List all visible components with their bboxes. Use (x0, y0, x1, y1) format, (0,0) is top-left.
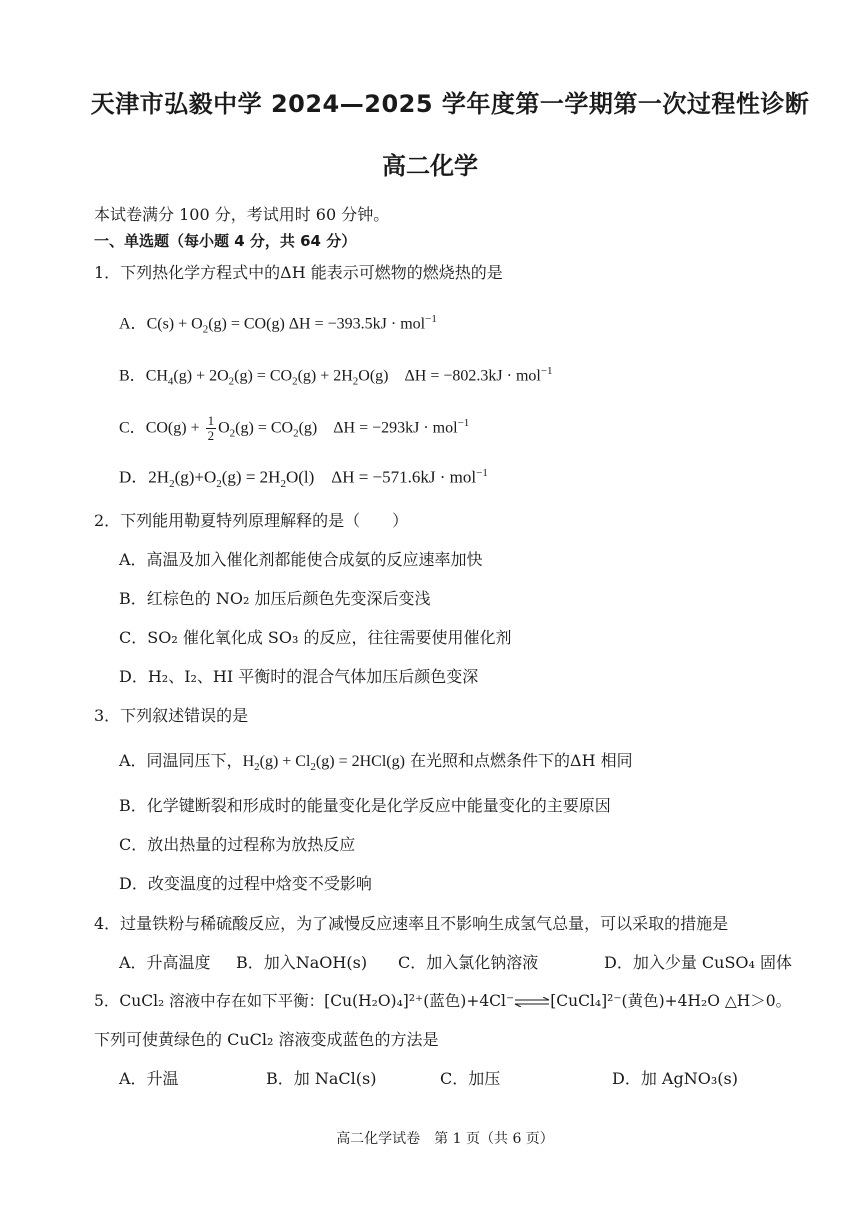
equilibrium-arrow-icon (514, 997, 550, 1007)
q3-stem: 3．下列叙述错误的是 (94, 706, 249, 725)
q1-option-d: D．$2H_2(g)+O_2(g) = 2H_2O(l)$ ΔH = −571.6kJ · mol$^{-1}$ (119, 467, 488, 491)
q2-option-b: B．红棕色的 NO₂ 加压后颜色先变深后变浅 (119, 589, 431, 608)
q1-option-a: A．$C(s) + O_2(g) = CO(g) \Delta H = -393.5kJ \cdot mol^{-1}$ (119, 313, 437, 336)
q3-option-b: B．化学键断裂和形成时的能量变化是化学反应中能量变化的主要原因 (119, 796, 611, 815)
q5-stem-2: 下列可使黄绿色的 CuCl₂ 溶液变成蓝色的方法是 (94, 1030, 439, 1049)
q5-stem (94, 990, 791, 1012)
q4-stem: 4．过量铁粉与稀硫酸反应，为了减慢反应速率且不影响生成氢气总量，可以采取的措施是 (94, 914, 729, 933)
q2-option-a: A．高温及加入催化剂都能使合成氨的反应速率加快 (119, 550, 483, 569)
q1-b-label: B． (119, 367, 146, 385)
q3-option-a: A．同温同压下，$H_2(g) + Cl_2(g) = 2HCl(g)$ 在光照和点燃条件下的ΔH 相同 (119, 751, 633, 774)
q1-a-eq: C(s) + O (146, 315, 203, 333)
q1-c-label: C． (119, 419, 146, 437)
q3-option-c: C．放出热量的过程称为放热反应 (119, 835, 356, 854)
q3-a-post: 在光照和点燃条件下的ΔH 相同 (410, 751, 633, 770)
q4-option-a: A．升高温度 (119, 953, 211, 972)
q5-option-b: B．加 NaCl(s) (266, 1069, 377, 1088)
q1-a-label: A． (119, 315, 147, 333)
q2-option-c: C．SO₂ 催化氧化成 SO₃ 的反应，往往需要使用催化剂 (119, 628, 512, 647)
q1-d-label: D． (119, 467, 149, 487)
page-subtitle: 高二化学 (382, 152, 478, 180)
q1-a-eq2: (g) = CO(g) ΔH = −393.5kJ · mol (208, 315, 426, 333)
page-footer: 高二化学试卷 第 1 页（共 6 页） (336, 1131, 554, 1147)
page-title: 天津市弘毅中学 2024—2025 学年度第一学期第一次过程性诊断 (90, 90, 810, 118)
q3-option-d: D．改变温度的过程中焓变不受影响 (119, 874, 372, 893)
q5-stem-pre: 5．CuCl₂ 溶液中存在如下平衡：[Cu(H₂O)₄]²⁺(蓝色)+4Cl⁻ (94, 992, 515, 1010)
q4-option-b: B．加入NaOH(s) (236, 953, 368, 972)
q5-option-c: C．加压 (440, 1069, 501, 1088)
q1-option-b: B．$CH_4(g) + 2O_2(g) = CO_2(g) + 2H_2O(g)$ ΔH = −802.3kJ · mol$^{-1}$ (119, 365, 553, 388)
q1-stem: 1．下列热化学方程式中的ΔH 能表示可燃物的燃烧热的是 (94, 263, 503, 282)
q2-option-d: D．H₂、I₂、HI 平衡时的混合气体加压后颜色变深 (119, 667, 479, 686)
q5-option-a: A．升温 (119, 1069, 179, 1088)
q3-a-pre: A．同温同压下， (119, 751, 243, 770)
section-heading: 一、单选题（每小题 4 分，共 64 分） (94, 232, 357, 250)
q5-option-d: D．加 AgNO₃(s) (612, 1069, 738, 1088)
q1-option-c: C．CO(g) + $\frac{1}{2}$ $O_2(g) = CO_2(g)$ ΔH = −293kJ · mol$^{-1}$ (119, 413, 470, 444)
q5-stem-post: [CuCl₄]²⁻(黄色)+4H₂O △H＞0。 (550, 992, 792, 1010)
q4-option-c: C．加入氯化钠溶液 (398, 953, 539, 972)
q2-stem: 2．下列能用勒夏特列原理解释的是（ ） (94, 511, 409, 530)
q4-option-d: D．加入少量 CuSO₄ 固体 (604, 953, 793, 972)
intro-text: 本试卷满分 100 分，考试用时 60 分钟。 (94, 205, 390, 224)
